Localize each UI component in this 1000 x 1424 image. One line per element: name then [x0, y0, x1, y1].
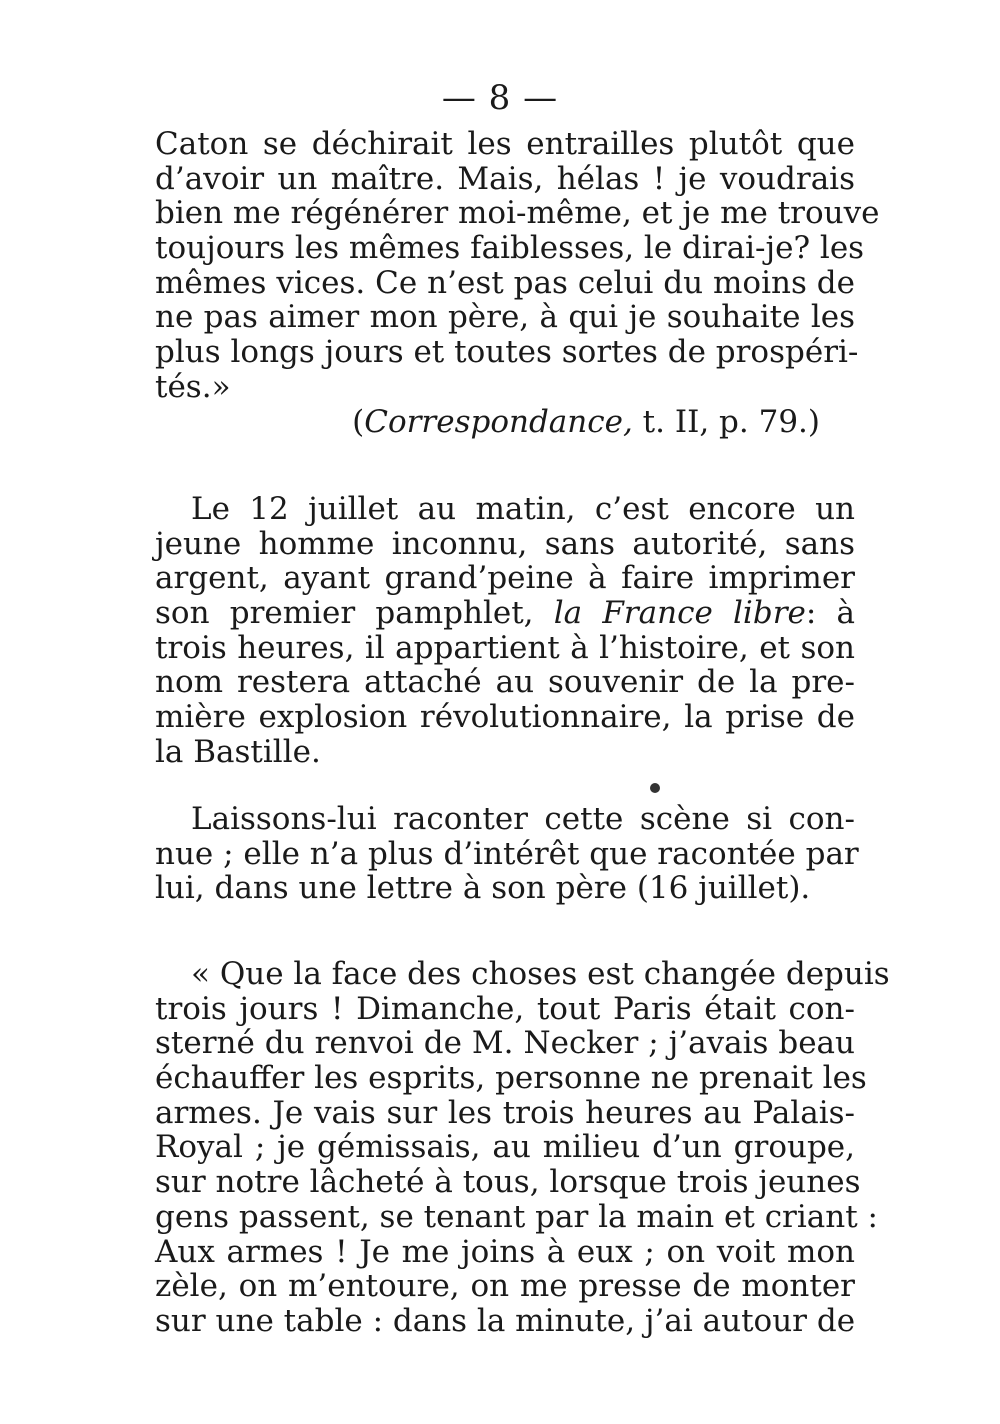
- ink-speck: [650, 783, 660, 793]
- text-line: la Bastille.: [155, 733, 321, 770]
- text-line: sur notre lâcheté à tous, lorsque trois jeunes: [155, 1164, 861, 1201]
- text-line: nue ; elle n’a plus d’intérêt que racontée par: [155, 835, 859, 872]
- text-line: jeune homme inconnu, sans autorité, sans: [155, 525, 855, 562]
- paragraph-laissons: [155, 801, 859, 907]
- text-line: Aux armes ! Je me joins à eux ; on voit mon: [155, 1233, 855, 1270]
- text-line: sur une table : dans la minute, j’ai autour de: [155, 1302, 856, 1339]
- text-line: toujours les mêmes faiblesses, le dirai-je? les: [155, 230, 865, 267]
- citation-rest: t. II, p. 79.): [632, 403, 820, 440]
- text-fragment: : à: [805, 595, 855, 632]
- text-line: lui, dans une lettre à son père (16 juillet).: [155, 870, 811, 907]
- text-line: Laissons-lui raconter cette scène si con-: [191, 801, 855, 837]
- text-line: zèle, on m’entoure, on me presse de monter: [155, 1268, 855, 1305]
- text-line-with-title: [155, 596, 855, 631]
- text-line: Caton se déchirait les entrailles plutôt que: [155, 126, 855, 162]
- text-line: trois jours ! Dimanche, tout Paris était con-: [155, 990, 855, 1027]
- page-number: — 8 —: [441, 78, 559, 118]
- citation-title: Correspondance,: [364, 403, 633, 440]
- text-line: « Que la face des choses est changée depuis: [191, 956, 890, 992]
- text-line: sterné du renvoi de M. Necker ; j’avais beau: [155, 1025, 855, 1062]
- text-line: bien me régénérer moi-même, et je me trouve: [155, 195, 880, 232]
- text-line: gens passent, se tenant par la main et criant :: [155, 1198, 878, 1235]
- text-line: Royal ; je gémissais, au milieu d’un groupe,: [155, 1129, 855, 1166]
- letter-excerpt: [155, 126, 880, 440]
- text-line: armes. Je vais sur les trois heures au Palais-: [155, 1094, 855, 1131]
- text-fragment: son premier pamphlet,: [155, 595, 554, 632]
- text-line: argent, ayant grand’peine à faire imprimer: [155, 560, 855, 597]
- quoted-letter: [155, 956, 890, 1339]
- paragraph-july-12: [155, 492, 855, 770]
- text-line: échauffer les esprits, personne ne prenait les: [155, 1060, 867, 1097]
- text-line: plus longs jours et toutes sortes de prospéri-: [155, 334, 859, 371]
- text-line: ne pas aimer mon père, à qui je souhaite les: [155, 299, 855, 336]
- text-line: nom restera attaché au souvenir de la pre-: [155, 664, 855, 701]
- text-line: tés.»: [155, 368, 231, 405]
- pamphlet-title: la France libre: [553, 595, 806, 632]
- text-line: d’avoir un maître. Mais, hélas ! je voudrais: [155, 160, 855, 197]
- text-line: trois heures, il appartient à l’histoire, et son: [155, 629, 855, 666]
- citation: [155, 405, 855, 440]
- text-line: mêmes vices. Ce n’est pas celui du moins de: [155, 264, 855, 301]
- text-line: mière explosion révolutionnaire, la prise de: [155, 699, 855, 736]
- citation-open: (: [352, 403, 365, 440]
- text-line: Le 12 juillet au matin, c’est encore un: [191, 491, 855, 527]
